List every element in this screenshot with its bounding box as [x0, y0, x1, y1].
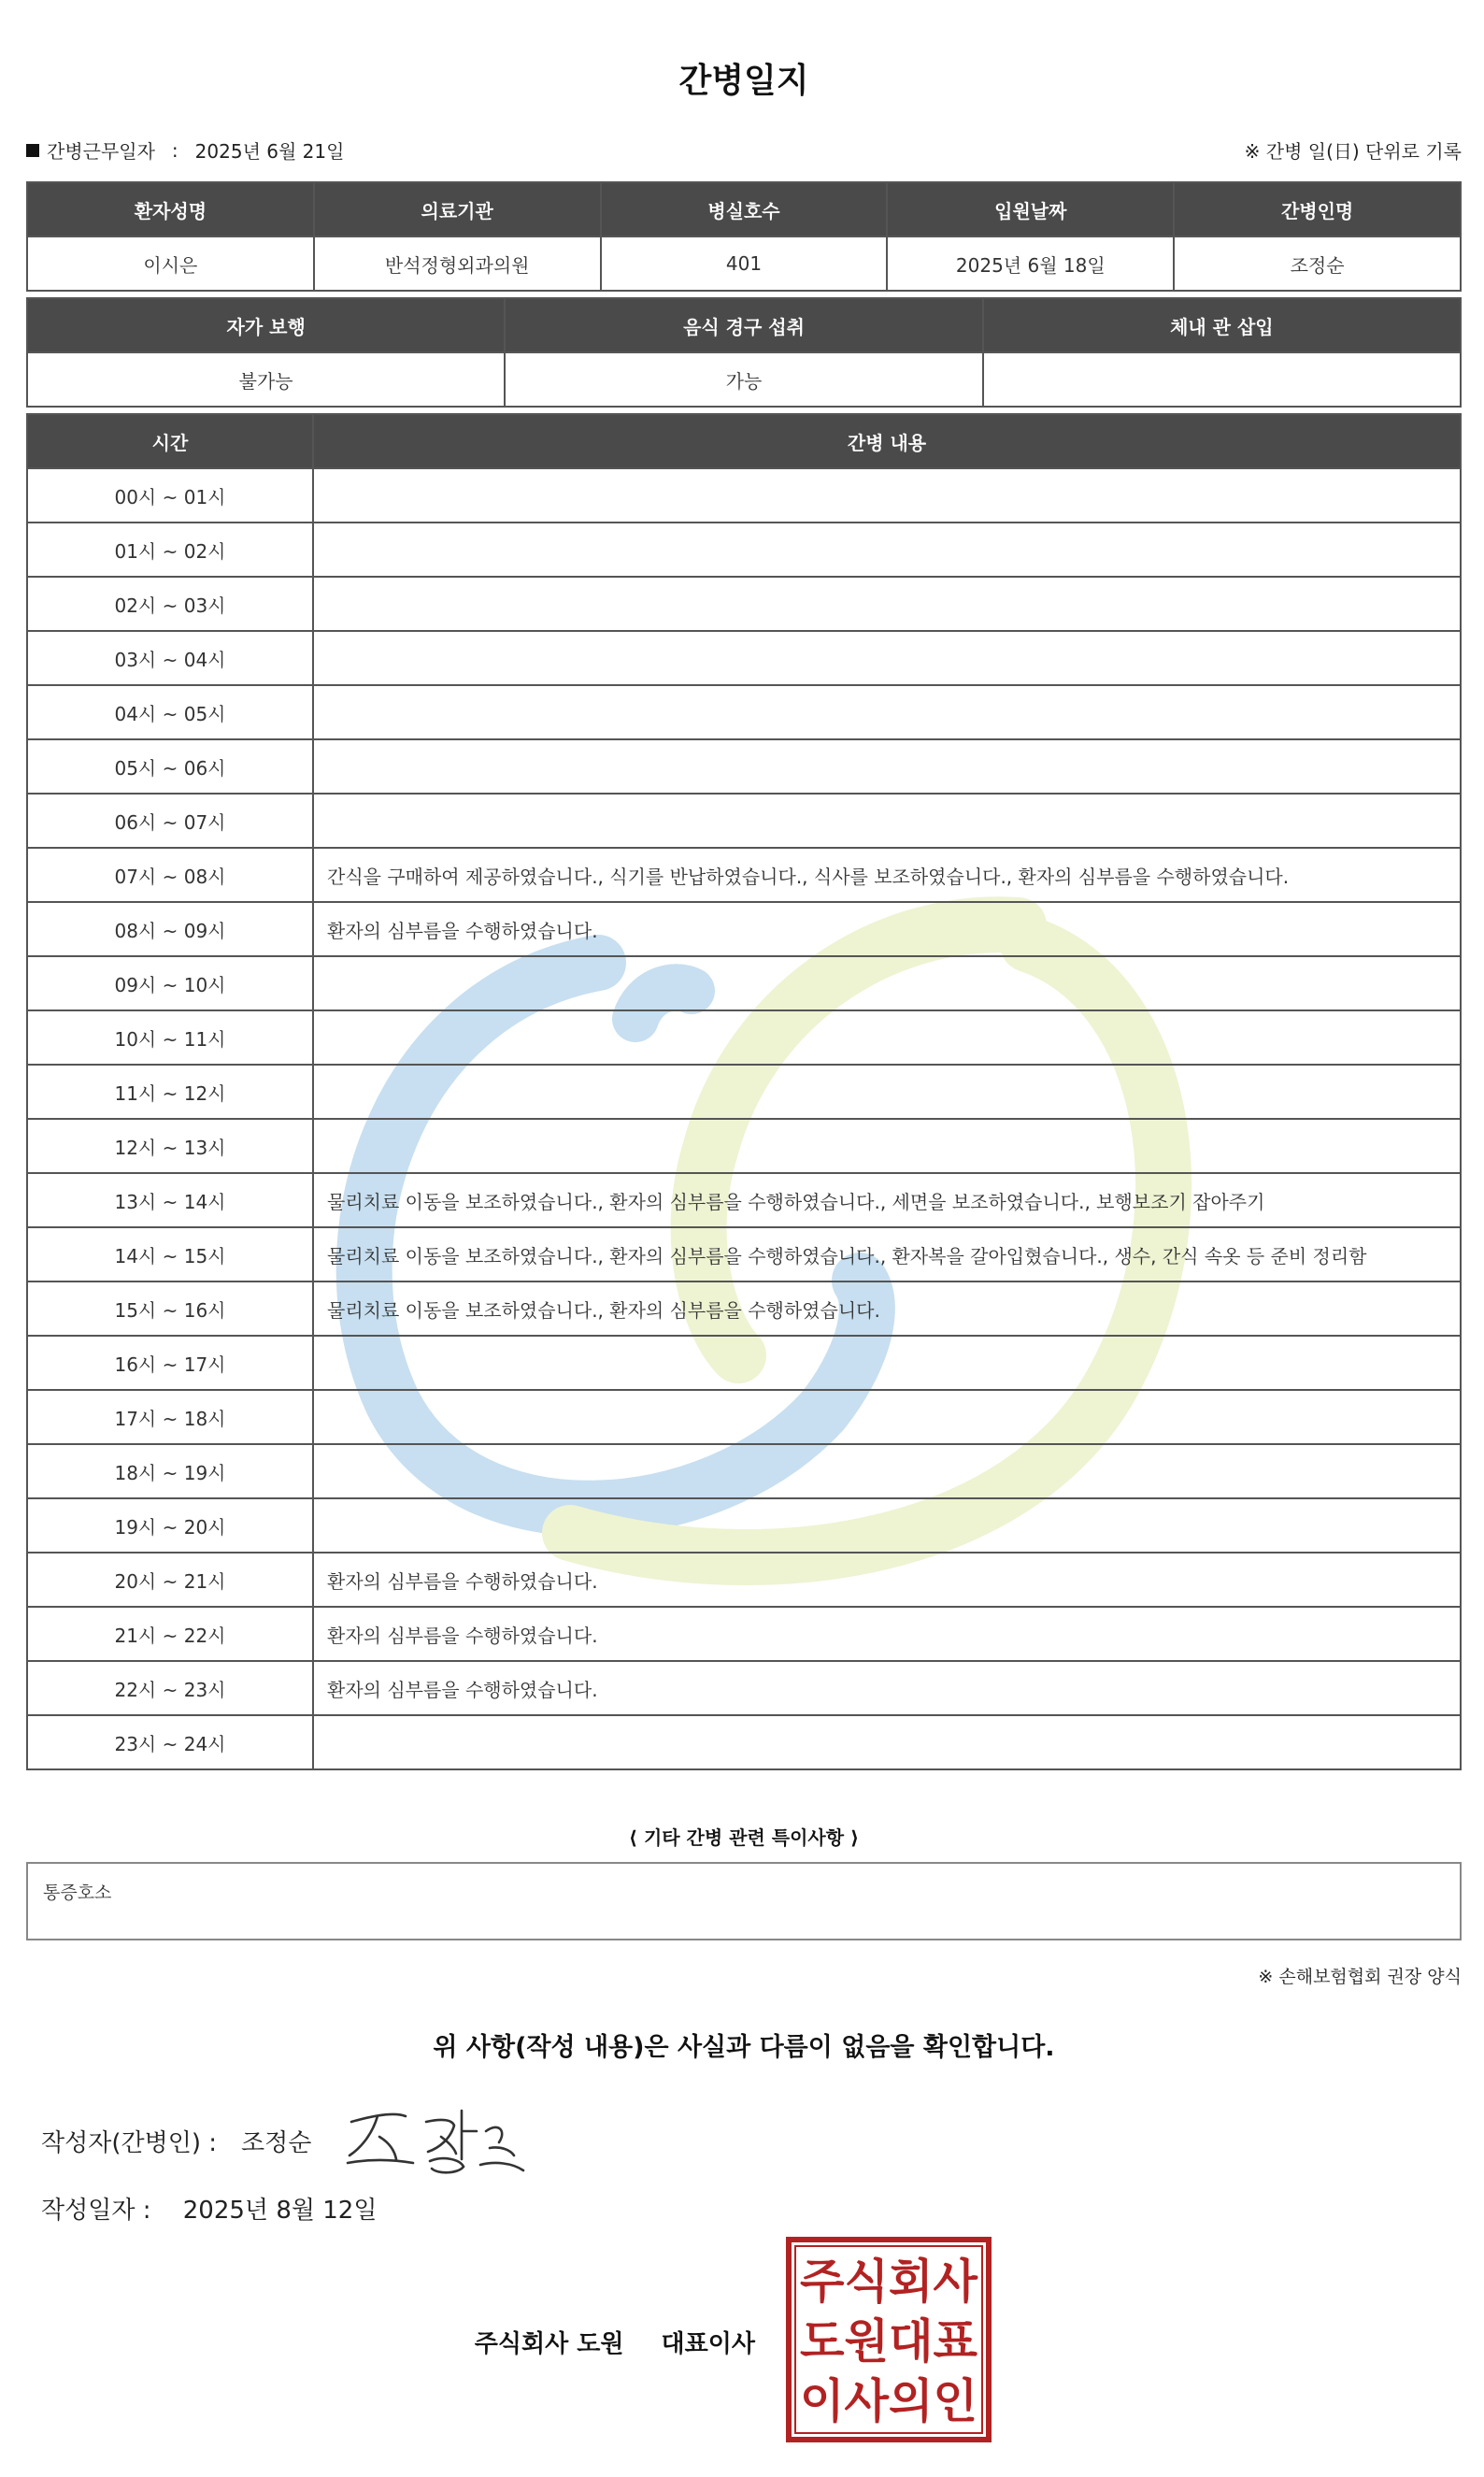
stamp-line: 주식회사	[800, 2255, 978, 2309]
company-role: 대표이사	[661, 2330, 755, 2358]
confirmation-statement: 위 사항(작성 내용)은 사실과 다름이 없음을 확인합니다.	[433, 2033, 1055, 2062]
time-cell: 00시 ~ 01시	[27, 468, 313, 523]
hospital-name: 반석정형외과의원	[314, 236, 601, 291]
table-row	[27, 1661, 1461, 1715]
care-content-cell: 간식을 구매하여 제공하였습니다., 식기를 반납하였습니다., 식사를 보조하였습니다., 환자의 심부름을 수행하였습니다.	[313, 848, 1461, 902]
time-cell: 01시 ~ 02시	[27, 523, 313, 577]
care-content-cell	[313, 1010, 1461, 1065]
header-patient-name: 환자성명	[27, 182, 314, 236]
header-time: 시간	[27, 414, 313, 468]
header-hospital: 의료기관	[314, 182, 601, 236]
table-row	[27, 1281, 1461, 1336]
care-log-body	[27, 468, 1461, 1769]
care-content-cell	[313, 956, 1461, 1010]
time-cell: 19시 ~ 20시	[27, 1498, 313, 1553]
time-cell: 14시 ~ 15시	[27, 1227, 313, 1281]
table-row	[27, 1607, 1461, 1661]
company-seal-stamp	[785, 2236, 992, 2443]
care-content-cell: 물리치료 이동을 보조하였습니다., 환자의 심부름을 수행하였습니다., 환자복을 갈아입혔습니다., 생수, 간식 속옷 등 준비 정리함	[313, 1227, 1461, 1281]
table-row	[27, 1498, 1461, 1553]
care-content-cell	[313, 1715, 1461, 1769]
care-content-cell: 물리치료 이동을 보조하였습니다., 환자의 심부름을 수행하였습니다., 세면을 보조하였습니다., 보행보조기 잡아주기	[313, 1173, 1461, 1227]
time-cell: 16시 ~ 17시	[27, 1336, 313, 1390]
header-caregiver-name: 간병인명	[1174, 182, 1461, 236]
company-signature-line	[26, 2325, 755, 2359]
care-content-cell	[313, 631, 1461, 685]
admission-date: 2025년 6월 18일	[887, 236, 1174, 291]
care-content-cell	[313, 1065, 1461, 1119]
care-content-cell: 물리치료 이동을 보조하였습니다., 환자의 심부름을 수행하였습니다.	[313, 1281, 1461, 1336]
room-number: 401	[601, 236, 888, 291]
time-cell: 15시 ~ 16시	[27, 1281, 313, 1336]
table-row	[27, 1336, 1461, 1390]
table-row	[27, 577, 1461, 631]
written-date-row	[41, 2191, 377, 2226]
care-log-header-row	[27, 414, 1461, 468]
care-content-cell	[313, 1498, 1461, 1553]
work-date-label: 간병근무일자	[47, 140, 155, 163]
work-date-value: 2025년 6월 21일	[194, 140, 345, 163]
time-cell: 02시 ~ 03시	[27, 577, 313, 631]
unit-note: ※ 간병 일(日) 단위로 기록	[1244, 140, 1462, 163]
patient-info-header-row	[27, 182, 1461, 236]
self-walking-value: 불가능	[27, 352, 505, 407]
header-tube-insertion: 체내 관 삽입	[983, 298, 1461, 352]
care-content-cell: 환자의 심부름을 수행하였습니다.	[313, 1661, 1461, 1715]
header-care-content: 간병 내용	[313, 414, 1461, 468]
time-cell: 09시 ~ 10시	[27, 956, 313, 1010]
table-row	[27, 468, 1461, 523]
care-content-cell	[313, 685, 1461, 739]
time-cell: 17시 ~ 18시	[27, 1390, 313, 1444]
care-content-cell: 환자의 심부름을 수행하였습니다.	[313, 1553, 1461, 1607]
time-cell: 04시 ~ 05시	[27, 685, 313, 739]
tube-insertion-value	[983, 352, 1461, 407]
table-row	[27, 956, 1461, 1010]
stamp-line: 도원대표	[800, 2314, 978, 2369]
work-date-separator: :	[171, 138, 178, 162]
table-row	[27, 1227, 1461, 1281]
care-content-cell: 환자의 심부름을 수행하였습니다.	[313, 902, 1461, 956]
document-title: 간병일지	[678, 62, 809, 100]
notes-text: 통증호소	[43, 1883, 112, 1903]
time-cell: 20시 ~ 21시	[27, 1553, 313, 1607]
care-content-cell	[313, 1390, 1461, 1444]
table-row	[27, 631, 1461, 685]
header-self-walking: 자가 보행	[27, 298, 505, 352]
table-row	[27, 848, 1461, 902]
time-cell: 11시 ~ 12시	[27, 1065, 313, 1119]
care-content-cell: 환자의 심부름을 수행하였습니다.	[313, 1607, 1461, 1661]
written-date-value: 2025년 8월 12일	[182, 2197, 378, 2225]
table-row	[27, 1065, 1461, 1119]
oral-intake-value: 가능	[505, 352, 982, 407]
work-date-row	[26, 136, 1462, 165]
header-room-number: 병실호수	[601, 182, 888, 236]
time-cell: 06시 ~ 07시	[27, 794, 313, 848]
notes-box	[26, 1862, 1462, 1940]
header-oral-intake: 음식 경구 섭취	[505, 298, 982, 352]
care-content-cell	[313, 577, 1461, 631]
care-content-cell	[313, 794, 1461, 848]
patient-name: 이시은	[27, 236, 314, 291]
time-cell: 10시 ~ 11시	[27, 1010, 313, 1065]
time-cell: 03시 ~ 04시	[27, 631, 313, 685]
time-cell: 12시 ~ 13시	[27, 1119, 313, 1173]
header-admission-date: 입원날짜	[887, 182, 1174, 236]
table-row	[27, 1444, 1461, 1498]
time-cell: 13시 ~ 14시	[27, 1173, 313, 1227]
table-row	[27, 794, 1461, 848]
recommended-form-note: ※ 손해보험협회 권장 양식	[1258, 1967, 1462, 1987]
notes-heading: ⟨ 기타 간병 관련 특이사항 ⟩	[628, 1826, 860, 1849]
time-cell: 07시 ~ 08시	[27, 848, 313, 902]
patient-status-table	[26, 297, 1462, 408]
care-content-cell	[313, 468, 1461, 523]
care-content-cell	[313, 1444, 1461, 1498]
table-row	[27, 1390, 1461, 1444]
company-name: 주식회사 도원	[474, 2330, 624, 2358]
stamp-line: 이사의인	[800, 2374, 977, 2428]
patient-info-value-row	[27, 236, 1461, 291]
table-row	[27, 685, 1461, 739]
table-row	[27, 1715, 1461, 1769]
patient-info-table	[26, 181, 1462, 292]
time-cell: 18시 ~ 19시	[27, 1444, 313, 1498]
table-row	[27, 1119, 1461, 1173]
care-content-cell	[313, 1336, 1461, 1390]
care-content-cell	[313, 739, 1461, 794]
author-name: 조정순	[241, 2129, 312, 2157]
time-cell: 21시 ~ 22시	[27, 1607, 313, 1661]
table-row	[27, 523, 1461, 577]
time-cell: 22시 ~ 23시	[27, 1661, 313, 1715]
time-cell: 23시 ~ 24시	[27, 1715, 313, 1769]
care-log-table	[26, 413, 1462, 1770]
patient-status-value-row	[27, 352, 1461, 407]
care-content-cell	[313, 523, 1461, 577]
caregiver-name: 조정순	[1174, 236, 1461, 291]
patient-status-header-row	[27, 298, 1461, 352]
bullet-square-icon	[26, 144, 39, 157]
author-row	[41, 2124, 311, 2158]
table-row	[27, 1173, 1461, 1227]
written-date-label: 작성일자 :	[41, 2197, 151, 2225]
time-cell: 08시 ~ 09시	[27, 902, 313, 956]
table-row	[27, 902, 1461, 956]
table-row	[27, 1010, 1461, 1065]
table-row	[27, 739, 1461, 794]
signature-mark	[340, 2094, 527, 2178]
time-cell: 05시 ~ 06시	[27, 739, 313, 794]
care-content-cell	[313, 1119, 1461, 1173]
author-label: 작성자(간병인) :	[41, 2129, 218, 2157]
table-row	[27, 1553, 1461, 1607]
